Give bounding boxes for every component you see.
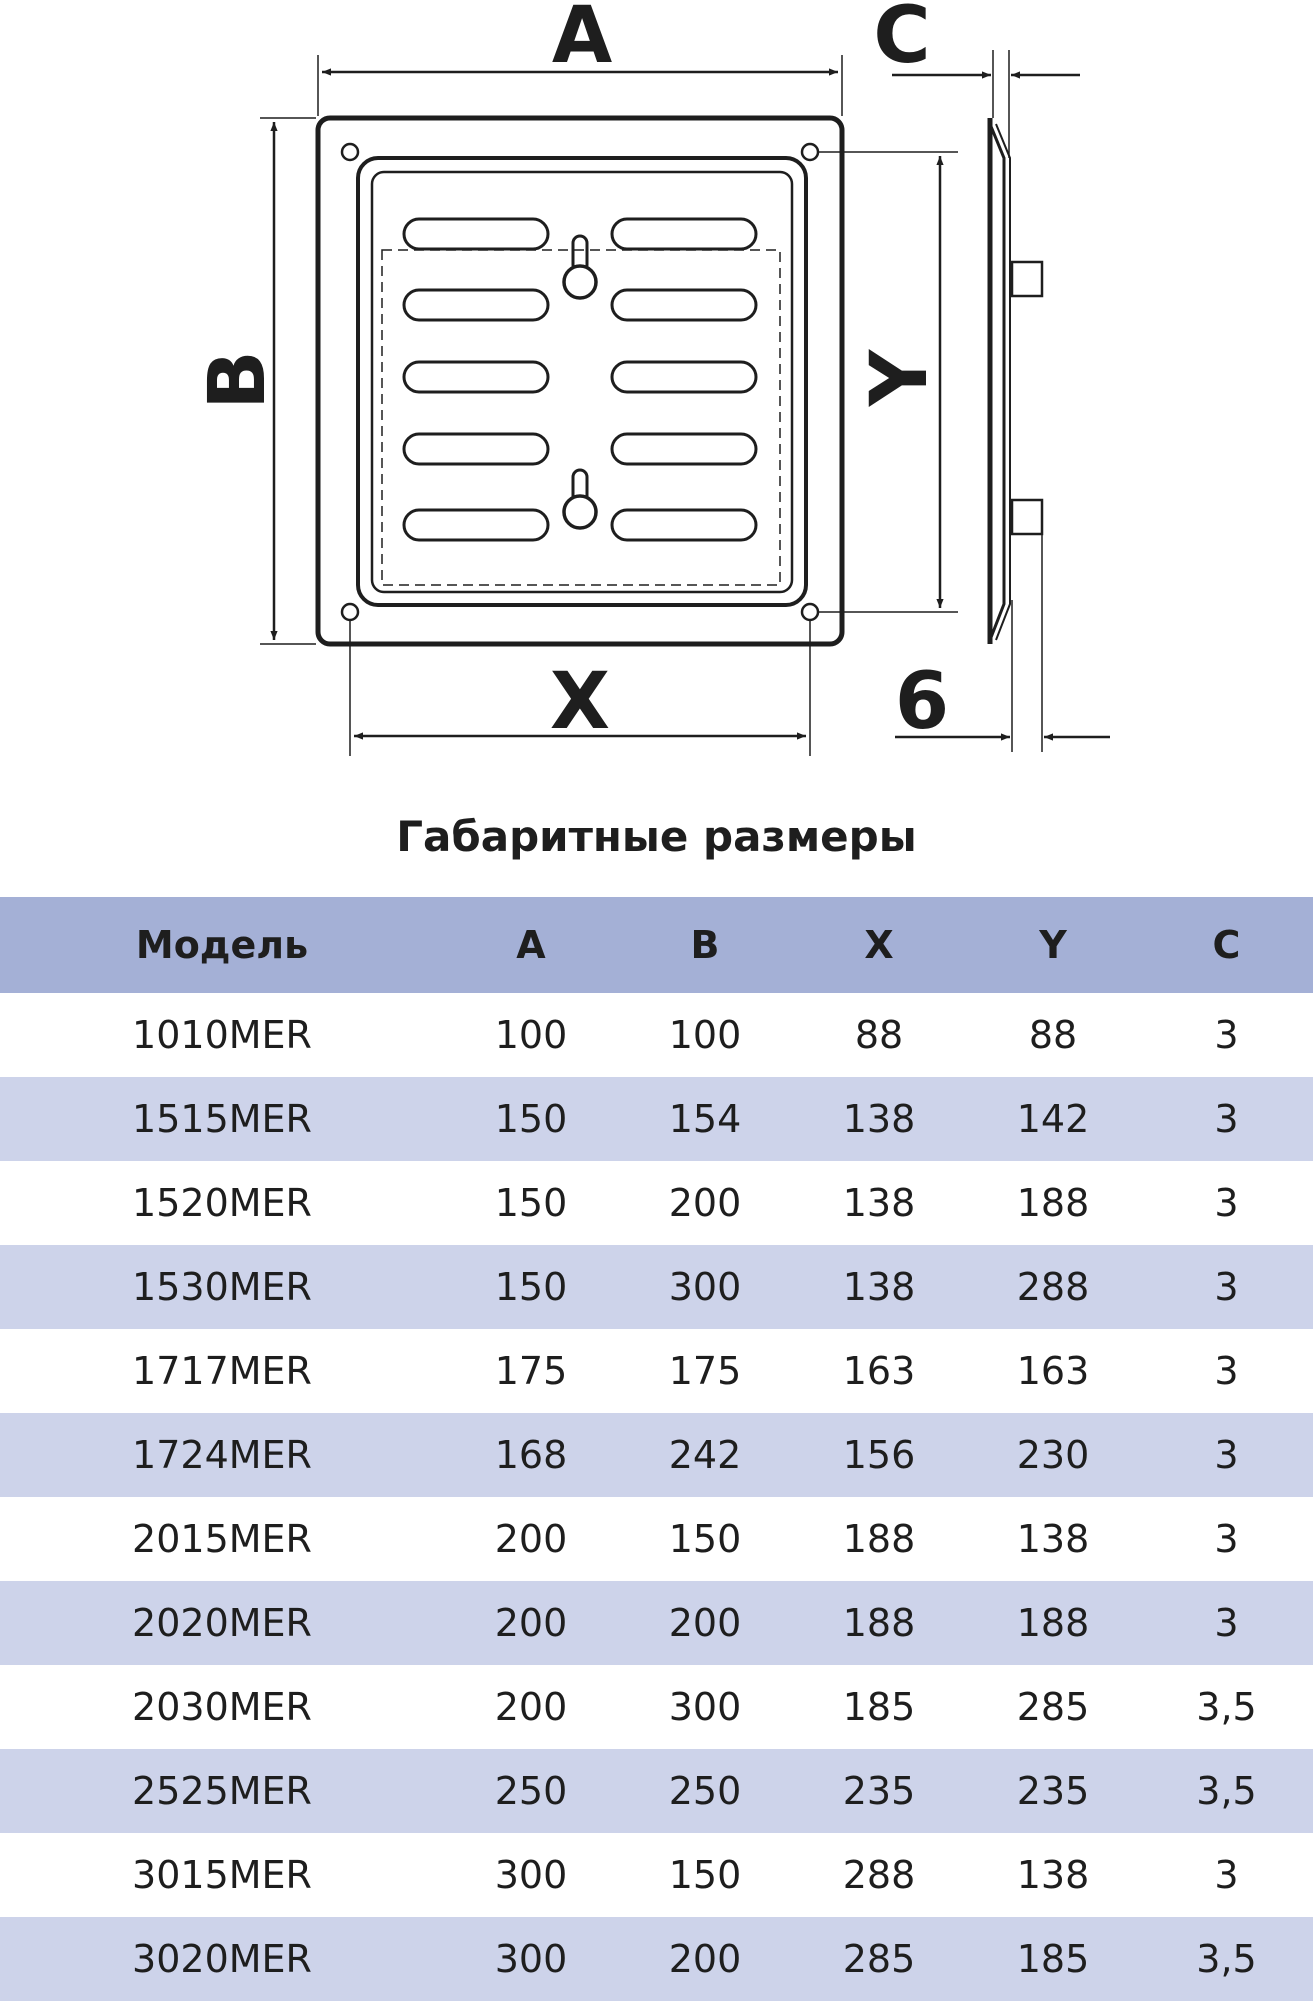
louver-slot <box>612 362 756 392</box>
cell-c: 3 <box>1214 1097 1239 1141</box>
table-row <box>0 1245 1313 1329</box>
cell-y: 185 <box>1016 1937 1090 1981</box>
inner-frame-outer <box>358 158 806 605</box>
table-row <box>0 1665 1313 1749</box>
cell-a: 175 <box>494 1349 568 1393</box>
table-row <box>0 1917 1313 2001</box>
cell-model: 2525MER <box>132 1769 312 1813</box>
cell-model: 3015MER <box>132 1853 312 1897</box>
dimension-lines <box>260 55 1110 756</box>
cell-y: 142 <box>1016 1097 1090 1141</box>
cell-y: 235 <box>1016 1769 1090 1813</box>
louver-slot <box>612 434 756 464</box>
cell-b: 154 <box>668 1097 742 1141</box>
cell-b: 200 <box>668 1181 742 1225</box>
cell-y: 138 <box>1016 1517 1090 1561</box>
cell-c: 3 <box>1214 1013 1239 1057</box>
table-row <box>0 1581 1313 1665</box>
table-row <box>0 1497 1313 1581</box>
column-header-a: A <box>516 923 546 967</box>
column-header-c: C <box>1212 923 1241 967</box>
cell-model: 1515MER <box>132 1097 312 1141</box>
column-header-x: X <box>864 923 894 967</box>
cell-c: 3,5 <box>1196 1685 1257 1729</box>
cell-model: 1724MER <box>132 1433 312 1477</box>
cell-a: 168 <box>494 1433 568 1477</box>
cell-model: 1530MER <box>132 1265 312 1309</box>
column-header-b: B <box>690 923 720 967</box>
table-row <box>0 1833 1313 1917</box>
cell-model: 1520MER <box>132 1181 312 1225</box>
cell-a: 200 <box>494 1685 568 1729</box>
hidden-plate <box>382 250 780 585</box>
table-row <box>0 1413 1313 1497</box>
cell-x: 163 <box>842 1349 916 1393</box>
cell-y: 138 <box>1016 1853 1090 1897</box>
table-row <box>0 993 1313 1077</box>
cell-b: 175 <box>668 1349 742 1393</box>
knob <box>564 266 596 298</box>
dim-label-a: A <box>551 0 613 81</box>
cell-a: 200 <box>494 1601 568 1645</box>
cell-c: 3,5 <box>1196 1937 1257 1981</box>
louver-slot <box>404 434 548 464</box>
cell-model: 2020MER <box>132 1601 312 1645</box>
cell-y: 230 <box>1016 1433 1090 1477</box>
cell-b: 242 <box>668 1433 742 1477</box>
column-header-model: Модель <box>135 923 309 967</box>
dim-label-c: C <box>873 0 931 81</box>
cell-c: 3 <box>1214 1601 1239 1645</box>
louver-slot <box>404 510 548 540</box>
cell-x: 285 <box>842 1937 916 1981</box>
table-row <box>0 1077 1313 1161</box>
louver-slot <box>404 290 548 320</box>
mount-hole <box>802 144 818 160</box>
cell-x: 138 <box>842 1265 916 1309</box>
louver-slot <box>612 510 756 540</box>
cell-c: 3,5 <box>1196 1769 1257 1813</box>
cell-x: 188 <box>842 1601 916 1645</box>
cell-x: 138 <box>842 1097 916 1141</box>
cell-model: 2030MER <box>132 1685 312 1729</box>
table-title: Габаритные размеры <box>396 812 917 861</box>
cell-model: 2015MER <box>132 1517 312 1561</box>
cell-b: 200 <box>668 1601 742 1645</box>
cell-b: 150 <box>668 1853 742 1897</box>
cell-a: 250 <box>494 1769 568 1813</box>
cell-a: 100 <box>494 1013 568 1057</box>
mount-hole <box>802 604 818 620</box>
cell-y: 163 <box>1016 1349 1090 1393</box>
cell-b: 200 <box>668 1937 742 1981</box>
cell-x: 88 <box>854 1013 904 1057</box>
cell-y: 188 <box>1016 1181 1090 1225</box>
cell-x: 235 <box>842 1769 916 1813</box>
mount-hole <box>342 144 358 160</box>
table-row <box>0 1749 1313 1833</box>
louver-slot <box>612 290 756 320</box>
cell-x: 188 <box>842 1517 916 1561</box>
cell-a: 150 <box>494 1181 568 1225</box>
louver-slot <box>404 219 548 249</box>
cell-y: 188 <box>1016 1601 1090 1645</box>
cell-y: 285 <box>1016 1685 1090 1729</box>
cell-y: 288 <box>1016 1265 1090 1309</box>
cell-b: 100 <box>668 1013 742 1057</box>
cell-c: 3 <box>1214 1181 1239 1225</box>
louver-slot <box>612 219 756 249</box>
dim-label-depth: 6 <box>894 657 950 747</box>
cell-b: 300 <box>668 1265 742 1309</box>
knob <box>564 496 596 528</box>
dimensions-table <box>0 897 1313 2001</box>
cell-a: 150 <box>494 1097 568 1141</box>
technical-drawing <box>0 0 1313 790</box>
louver-slot <box>404 362 548 392</box>
outer-frame <box>318 118 842 644</box>
mount-hole <box>342 604 358 620</box>
cell-c: 3 <box>1214 1433 1239 1477</box>
cell-model: 3020MER <box>132 1937 312 1981</box>
cell-x: 185 <box>842 1685 916 1729</box>
dim-label-y: Y <box>855 349 945 407</box>
cell-b: 300 <box>668 1685 742 1729</box>
cell-a: 300 <box>494 1853 568 1897</box>
cell-x: 288 <box>842 1853 916 1897</box>
cell-x: 156 <box>842 1433 916 1477</box>
cell-b: 150 <box>668 1517 742 1561</box>
cell-c: 3 <box>1214 1349 1239 1393</box>
cell-a: 150 <box>494 1265 568 1309</box>
cell-a: 200 <box>494 1517 568 1561</box>
cell-y: 88 <box>1028 1013 1078 1057</box>
cell-c: 3 <box>1214 1853 1239 1897</box>
table-header-row <box>0 897 1313 993</box>
cell-a: 300 <box>494 1937 568 1981</box>
table-row <box>0 1329 1313 1413</box>
cell-model: 1717MER <box>132 1349 312 1393</box>
dim-label-b: B <box>193 350 283 410</box>
cell-c: 3 <box>1214 1265 1239 1309</box>
side-view <box>990 50 1042 752</box>
cell-c: 3 <box>1214 1517 1239 1561</box>
table-row <box>0 1161 1313 1245</box>
cell-b: 250 <box>668 1769 742 1813</box>
front-view <box>318 118 842 644</box>
column-header-y: Y <box>1039 923 1067 967</box>
cell-x: 138 <box>842 1181 916 1225</box>
dim-label-x: X <box>549 657 611 747</box>
cell-model: 1010MER <box>132 1013 312 1057</box>
